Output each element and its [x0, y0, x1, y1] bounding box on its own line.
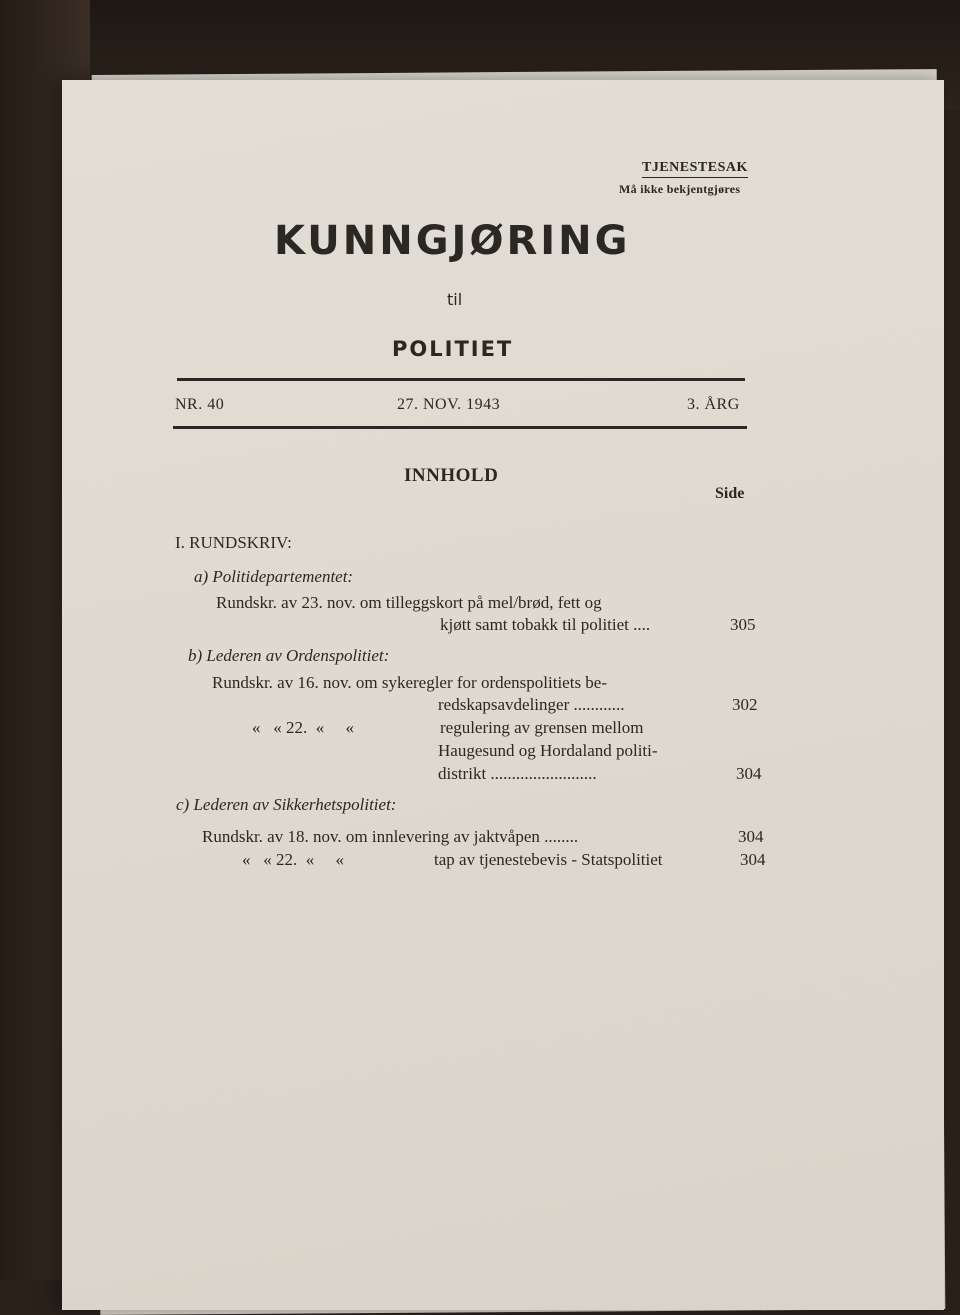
- ditto-marks: « « 22. « «: [252, 718, 354, 737]
- ditto-marks: « « 22. « «: [242, 850, 344, 869]
- document-subtitle: POLITIET: [392, 337, 514, 361]
- toc-line: Rundskr. av 23. nov. om tilleggskort på mel/brød, fett og: [216, 593, 602, 612]
- classification-note: Må ikke bekjentgjøres: [619, 182, 741, 196]
- page-number: 305: [730, 615, 756, 634]
- classification-heading: TJENESTESAK: [642, 160, 748, 178]
- document-page: [62, 80, 944, 1310]
- group-heading-a: a) Politidepartementet:: [194, 567, 354, 586]
- toc-line: distrikt .........................: [438, 764, 597, 783]
- document-title: KUNNGJØRING: [274, 218, 631, 264]
- page-number: 304: [738, 827, 764, 846]
- toc-line: Haugesund og Hordaland politi-: [438, 741, 658, 760]
- page-number: 304: [736, 764, 762, 783]
- group-heading-c: c) Lederen av Sikkerhetspolitiet:: [176, 795, 397, 814]
- issue-volume: 3. ÅRG: [687, 396, 740, 413]
- group-heading-b: b) Lederen av Ordenspolitiet:: [188, 646, 390, 665]
- header-rule-top: [177, 378, 745, 381]
- toc-line: kjøtt samt tobakk til politiet ....: [440, 615, 651, 634]
- issue-number: NR. 40: [175, 396, 225, 413]
- issue-date: 27. NOV. 1943: [397, 396, 501, 413]
- toc-line: tap av tjenestebevis - Statspolitiet: [434, 850, 663, 869]
- toc-line: Rundskr. av 18. nov. om innlevering av jaktvåpen ........: [202, 827, 579, 846]
- toc-line: Rundskr. av 16. nov. om sykeregler for ordenspolitiets be-: [212, 673, 608, 692]
- page-column-label: Side: [715, 485, 745, 502]
- title-connector: til: [447, 290, 463, 309]
- page-number: 302: [732, 695, 758, 714]
- header-rule-bottom: [173, 426, 747, 429]
- toc-line: regulering av grensen mellom: [440, 718, 644, 737]
- page-number: 304: [740, 850, 766, 869]
- section-title: I. RUNDSKRIV:: [175, 533, 292, 552]
- contents-heading: INNHOLD: [404, 465, 499, 486]
- toc-line: redskapsavdelinger ............: [438, 695, 625, 714]
